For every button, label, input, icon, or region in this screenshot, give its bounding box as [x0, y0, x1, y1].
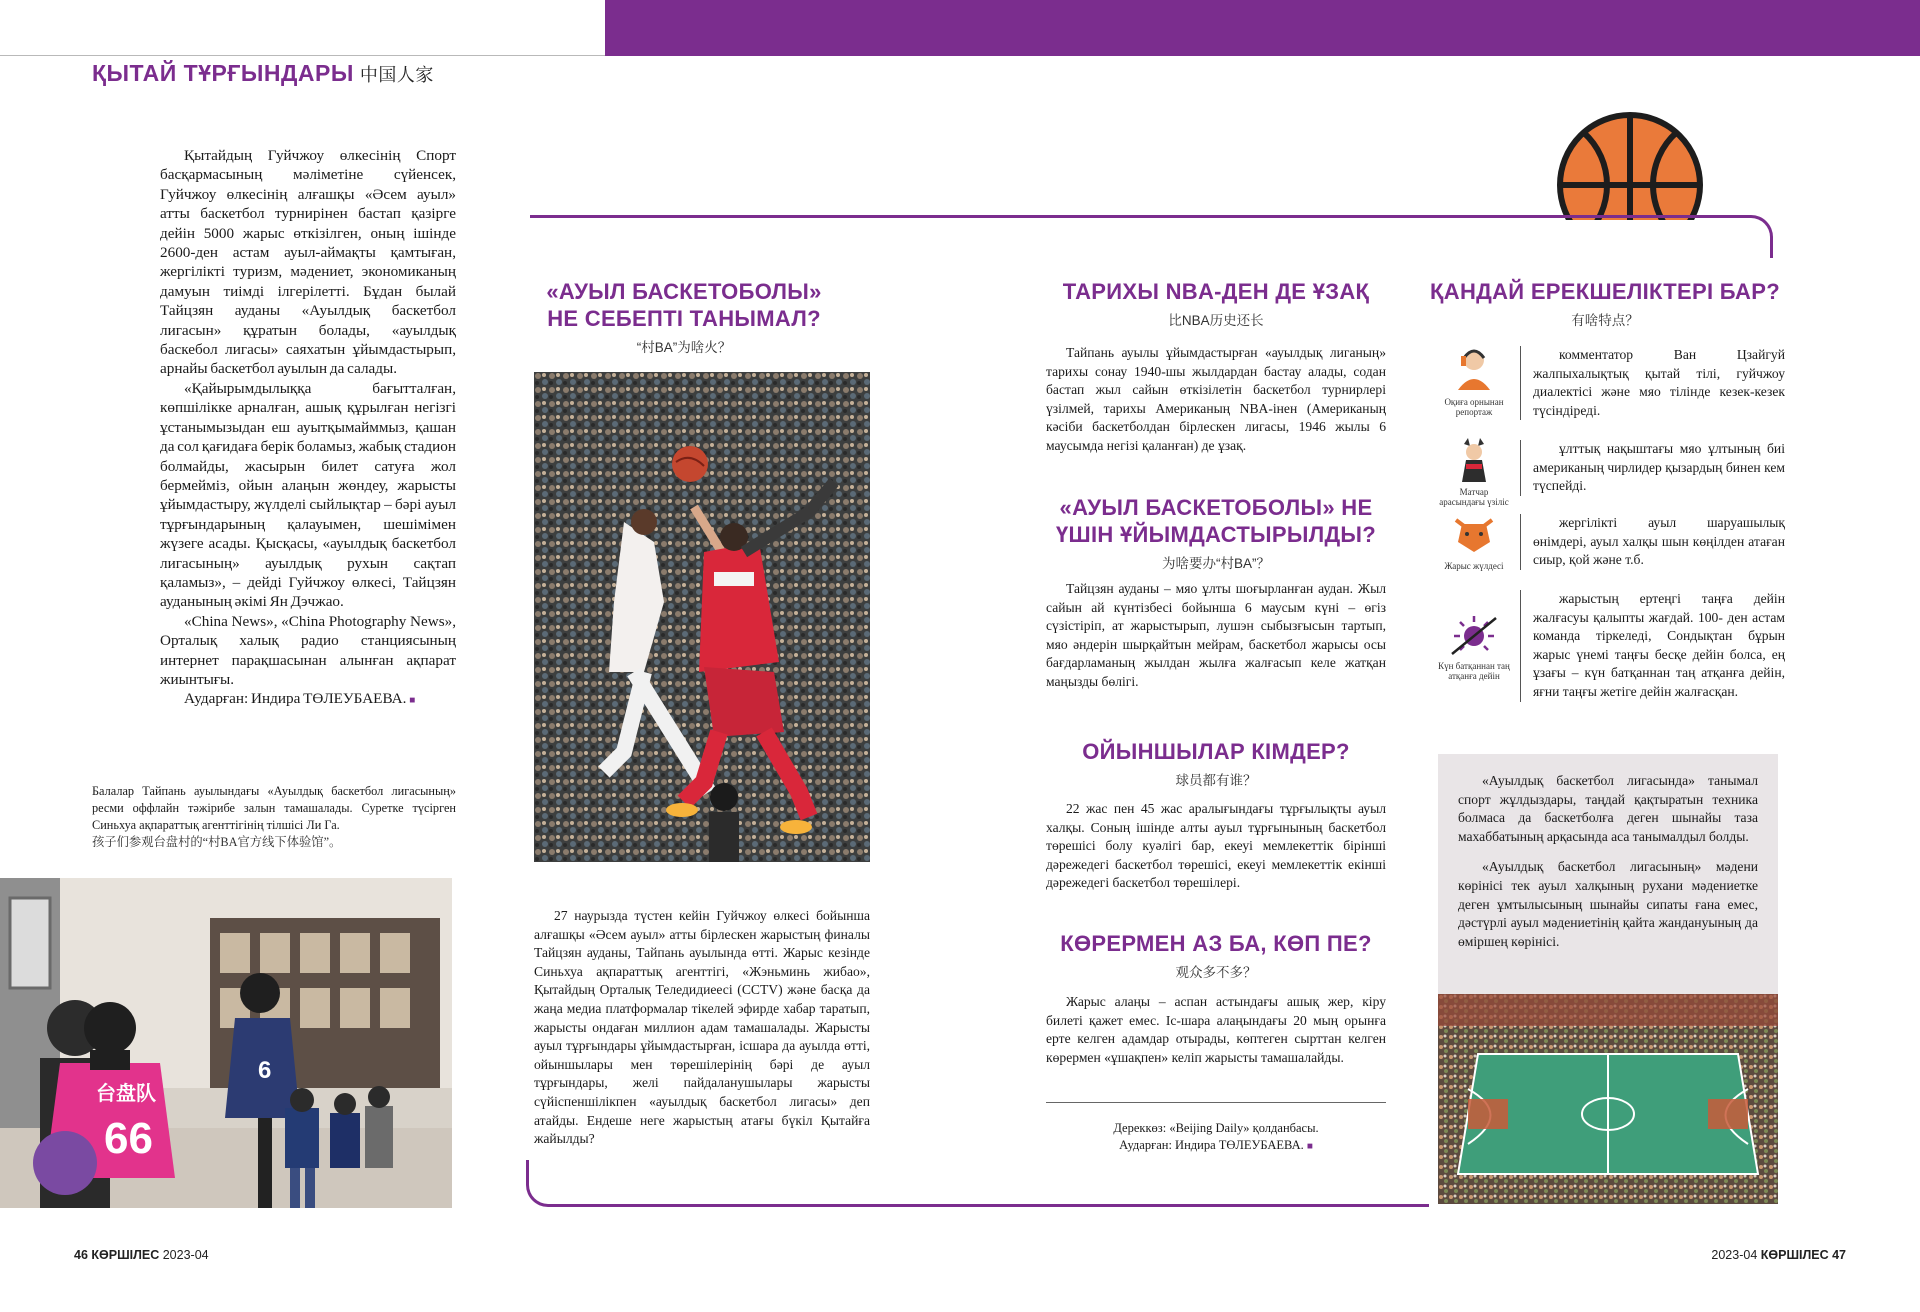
source-note	[1046, 1120, 1386, 1155]
feature-text: жарыстың ертеңгі таңға дейін жалғасуы қалыпты жағдай. 100- ден астам команда тіркеледі, Сондықтан бұрын жарыс үнемі таңғы бесқе дейін болса, ең ұзағы – күн батқаннан таң атқанға дейін, яғни таңғы жетіге дейін жалғасқан.	[1533, 591, 1785, 699]
ox-icon	[1436, 512, 1512, 571]
photo-caption	[92, 783, 456, 851]
feature-commentator	[1520, 346, 1785, 420]
organized-text	[1046, 580, 1386, 692]
heading-why-popular	[534, 278, 834, 356]
frame-bottom	[526, 1160, 1429, 1207]
left-paragraph: Қытайдың Гуйчжоу өлкесінің Спорт басқармасының мәліметіне сүйенсек, Гуйчжоу өлкесінің алғашқы «Әсем ауыл» атты баскетбол турнирінен бастап қазірге дейін 5000 жарыс өткізілген, оның ішінде 2600-ден астам ауыл-аймақты қамтыған, жергілікті туризм, мәдениет, экономиканың дамуын тиімді ілгерілетті. Бұдан былай Тайцзян ауданы «Ауылдық баскетбол лигасын» құратын болады, «ауылдық баскебол лигасы» саяхатын ұйымдастырып, арнайы баскетбол ауылын да салады.	[160, 147, 456, 378]
showroom-photo	[0, 878, 452, 1208]
court-photo	[1438, 994, 1778, 1204]
left-paragraph: «China News», «China Photography News», Орталық халық радио станциясының интернет парақшасынан алынған ақпарат жиынтығы.	[160, 612, 456, 688]
footer-right	[1700, 1248, 1846, 1262]
feature-prize	[1520, 514, 1785, 570]
caption-kz: Балалар Тайпань ауылындағы «Ауылдық баскетбол лигасының» ресми оффлайн тәжірибе залын тамашалады. Суретке түсірген Синьхуа ақпараттық агенттігінің тілшісі Ли Га.	[92, 784, 456, 832]
col2-article	[534, 907, 870, 1149]
source-text: Дереккөз: «Beijing Daily» қолданбасы.	[1113, 1121, 1319, 1135]
feature-caption: Күн батқаннан таң атқанға дейін	[1438, 661, 1510, 681]
history-paragraph: Тайпань ауылы ұйымдастырған «ауылдық лиганың» тарихы сонау 1940-шы жылдардан бастау алады, содан бастап жыл сайын өткізілетін баскетбол турнирлері үзілмей, тарихы Американың NBA-інен (Американың кәсіби баскетболдан бірлескен лигасы, 1946 жылы 6 маусымда негізі қаланған) де ұзақ.	[1046, 345, 1386, 453]
sidebar-paragraph: «Ауылдық баскетбол лигасының» мәдени көрінісі тек ауыл халқының рухани мәдениетке деген ұмтылысының шынайы сипаты ғана емес, дәстүрлі ауыл мәдениетінің қайта жандануының да өміршең көрінісі.	[1458, 859, 1758, 949]
players-text	[1046, 800, 1386, 893]
feature-caption: Оқиға орнынан репортаж	[1444, 397, 1504, 417]
jersey-number-2: 6	[258, 1057, 272, 1084]
feature-caption: Матчар арасындағы үзіліс	[1439, 487, 1509, 507]
issue-left: 2023-04	[162, 1248, 209, 1262]
frame-top	[530, 215, 1773, 258]
sidebar-paragraph: «Ауылдық баскетбол лигасында» танымал спорт жұлдыздары, таңдай қақтыратын техника болмаса да баскетболға деген шынайы таза махаббатының арқасында аса танымалдыл болды.	[1458, 773, 1758, 844]
feature-dance	[1520, 440, 1785, 496]
section-title-kz: ҚЫТАЙ ТҰРҒЫНДАРЫ	[92, 60, 354, 86]
heading-cn: 比NBA历史还长	[1168, 313, 1264, 328]
heading-kz: ОЙЫНШЫЛАР КІМДЕР?	[1082, 739, 1350, 764]
sidebar-text	[1458, 772, 1758, 963]
players-paragraph: 22 жас пен 45 жас аралығындағы тұрғылықты ауыл халқы. Соның ішінде алты ауыл тұрғынының баскетбол төрешісі болу куәлігі бар, екеуі мемлекеттік бірінші дәрежедегі баскетбол төрешісі, екеуі мемлекеттік екінші дәрежедегі баскетбол төрешілері.	[1046, 801, 1386, 891]
heading-history	[1046, 278, 1386, 329]
heading-cn: 球员都有谁？	[1175, 773, 1257, 788]
issue-right: 2023-04	[1711, 1248, 1758, 1262]
feature-overnight	[1520, 590, 1785, 702]
heading-kz: «АУЫЛ БАСКЕТОБОЛЫ» НЕ СЕБЕПТІ ТАНЫМАЛ?	[546, 279, 822, 331]
section-title	[92, 60, 434, 87]
history-text	[1046, 344, 1386, 456]
source-rule	[1046, 1102, 1386, 1103]
sunset-icon	[1436, 612, 1512, 681]
heading-kz: «АУЫЛ БАСКЕТОБОЛЫ» НЕ ҮШІН ҰЙЫМДАСТЫРЫЛДЫ?	[1056, 495, 1376, 547]
heading-kz: ҚАНДАЙ ЕРЕКШЕЛІКТЕРІ БАР?	[1430, 279, 1780, 304]
match-photo	[534, 372, 870, 862]
left-paragraph: «Қайырымдылыққа бағытталған, көпшілікке арналған, ашық құрылған негізгі ұстанымызыдан еш ауытқымайммыз, қашан да сол қағидаға берік боламыз, жабық стадион болмайды, жасырын билет сатуға жол бермейміз, ойын алаңын жөндеу, жарысты ұйымдастыру, жүлделі сыйлықтар – бәрі ауыл тұрғындарының қалауымен, шешімімен жүзеге асады. Қысқасы, «ауылдық баскетбол лигасының» ауылдық рухын сақтап қаламыз», – дейді Гуйчжоу өлкесі, Тайцзян ауданының әкімі Ян Дэчжао.	[160, 379, 456, 611]
feature-text: ұлттық нақыштағы мяо ұлтының биі американың чирлидер қызардың бинен кем түспейді.	[1533, 441, 1785, 494]
heading-cn: 为啥要办“村BA”？	[1162, 556, 1270, 571]
feature-caption: Жарыс жүлдесі	[1444, 561, 1504, 571]
heading-cn: 观众多不多？	[1175, 965, 1257, 980]
footer-left	[74, 1248, 209, 1262]
feature-text: комментатор Ван Цзайгуй жалпыхалықтық қытай тілі, гуйчжоу диалектісі және мяо тілінде кезек-кезек түсіндіреді.	[1533, 347, 1785, 418]
heading-kz: КӨРЕРМЕН АЗ БА, КӨП ПЕ?	[1060, 931, 1372, 956]
commentator-icon	[1436, 346, 1512, 417]
heading-cn: 有啥特点？	[1571, 313, 1639, 328]
jersey-text: 台盘队	[96, 1083, 156, 1105]
col2-paragraph: 27 наурызда түстен кейін Гуйчжоу өлкесі бойынша алғашқы «Әсем ауыл» атты бірлескен жарыстың финалы Тайцзян ауданы, Тайпань ауылында өтті. Жарыс кезінде Синьхуа ақпараттық агенттігі, «Жэньминь жибао», Қытайдың Орталық Теледидиеесі (CCTV) және басқа да жаңа медиа платформалар тікелей эфирде хабар таратып, жарысты ондаған миллион адам тамашалады. Жарысты ауыл тұрғындары ұйымдастырған, ісшара да ауылда өтті, ойыншылары мен төрешілерінің бәрі де ауыл тұрғындары, желі пайдаланушылары жарысты сүйіспеншілікпен «ауылдық баскетбол лигасы» деп атайды. Ендеше неге жарыстың атағы бүкіл Қытайға жайылды?	[534, 908, 870, 1147]
heading-cn: “村BA”为啥火？	[636, 340, 732, 355]
audience-paragraph: Жарыс алаңы – аспан астындағы ашық жер, кіру билеті қажет емес. Іс-шара алаңындағы 20 мың орынға ерте келген адамдар отырады, көптеген сырттан келген көрермен «ұшақпен» келіп жарысты тамашалайды.	[1046, 994, 1386, 1065]
left-translator: Аударған: Индира ТӨЛЕУБАЕВА. ■	[184, 690, 416, 708]
feature-text: жергілікті ауыл шаруашылық өнімдері, ауыл халқы шын көңілден атаған сиыр, қой және т.б.	[1533, 515, 1785, 568]
header-rule	[0, 55, 605, 56]
organized-paragraph: Тайцзян ауданы – мяо ұлты шоғырланған аудан. Жыл сайын ай күнтізбесі бойынша 6 маусым күні – өгіз сүзістіріп, ат жарыстырып, лушэн сыбызғысын тартып, мяо әндерін шырқайтын мейрам, баскетбол жарысы осы бағдарламаның жылдан жылға жалғасып келе жатқан маңызды бөлігі.	[1046, 581, 1386, 689]
caption-cn: 孩子们参观台盘村的“村BA官方线下体验馆”。	[92, 835, 342, 849]
jersey-number: 66	[104, 1114, 153, 1163]
magazine-name-right: КӨРШІЛЕС	[1760, 1248, 1829, 1262]
magazine-name-left: КӨРШІЛЕС	[91, 1248, 160, 1262]
page-number-right: 47	[1832, 1248, 1846, 1262]
section-title-cn: 中国人家	[359, 65, 434, 85]
heading-players	[1046, 738, 1386, 789]
page-number-left: 46	[74, 1248, 88, 1262]
source-translator: Аударған: Индира ТӨЛЕУБАЕВА. ■	[1119, 1138, 1313, 1152]
dancer-icon	[1436, 438, 1512, 507]
heading-why-organized	[1046, 494, 1386, 572]
heading-features	[1430, 278, 1780, 329]
sidebar-box	[1438, 754, 1778, 1204]
header-band	[605, 0, 1920, 56]
basketball-icon	[1555, 110, 1705, 220]
heading-kz: ТАРИХЫ NBA-ДЕН ДЕ ҰЗАҚ	[1062, 279, 1370, 304]
audience-text	[1046, 993, 1386, 1067]
heading-audience	[1046, 930, 1386, 981]
left-article	[160, 146, 456, 711]
